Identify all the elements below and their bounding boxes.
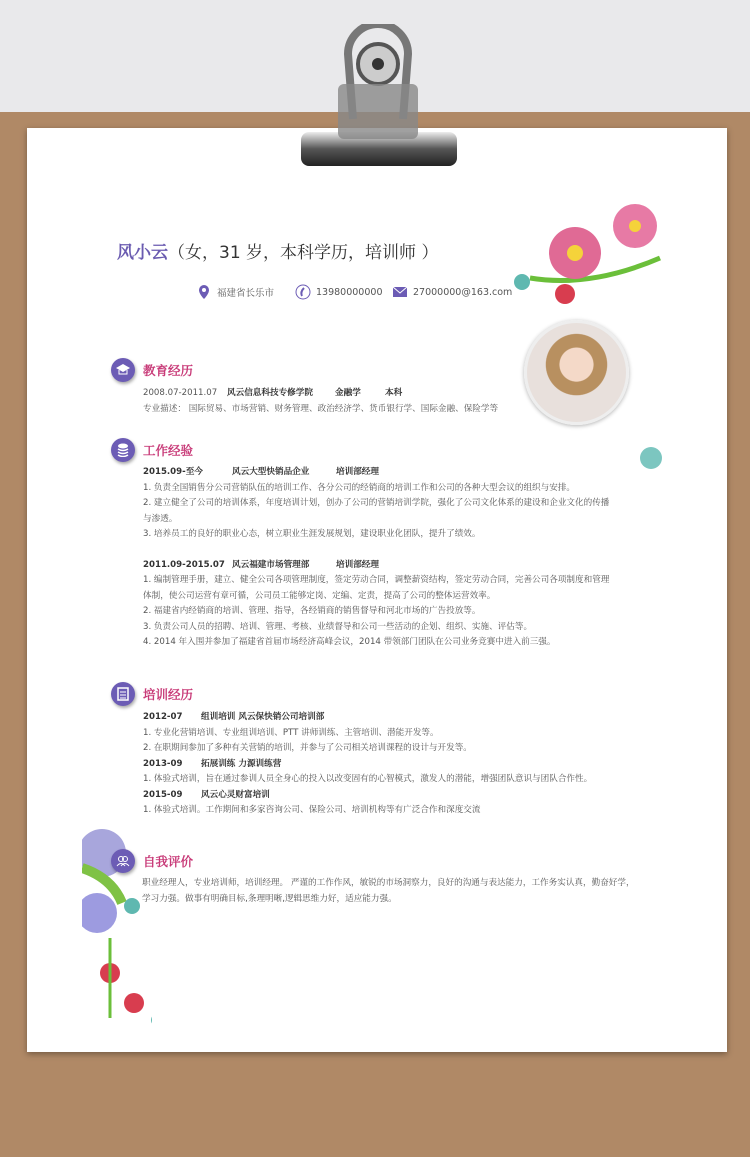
training-list (143, 710, 592, 819)
section-title: 教育经历 (143, 363, 194, 378)
section-title: 自我评价 (143, 854, 194, 869)
candidate-name: 风小云 (117, 243, 168, 263)
users-icon (111, 849, 135, 873)
self-evaluation-line: 职业经理人，专业培训师，培训经理。 严谨的工作作风，敏锐的市场洞察力，良好的沟通与表达能力，工作务实认真，勤奋好学， (142, 878, 635, 888)
database-icon (111, 438, 135, 462)
section-self-header (111, 849, 193, 873)
email-text: 27000000@163.com (413, 286, 513, 298)
training-name: 组训培训 风云保快销公司培训部 (201, 712, 325, 722)
work-list (143, 465, 609, 651)
job-header (143, 465, 609, 481)
training-name: 风云心灵财富培训 (201, 789, 270, 800)
avatar (524, 320, 629, 425)
section-training-header (111, 682, 193, 706)
education-row (143, 386, 402, 402)
job-item: 2. 福建省内经销商的培训、管理、指导，各经销商的销售督导和河北市场的广告投放等。 (143, 606, 481, 616)
phone (295, 284, 383, 300)
job-company: 风云福建市场管理部 (232, 559, 310, 570)
job-item: 与渗透。 (143, 513, 178, 524)
education-degree: 本科 (385, 388, 403, 398)
training-item: 1. 体验式培训，旨在通过参训人员全身心的投入以改变固有的心智模式，激发人的潜能，增强团队意识与团队合作性。 (143, 774, 593, 784)
job-item: 2. 建立健全了公司的培训体系，年度培训计划，创办了公司的营销培训学院，强化了公司文化体系的建设和企业文化的传播 (143, 498, 610, 508)
page-title (117, 238, 438, 263)
training-date: 2012-07 (143, 712, 183, 722)
section-title: 培训经历 (143, 687, 194, 702)
job-item: 3. 负责公司人员的招聘、培训、管理、考核、业绩督导和公司一些活动的企划、组织、实施、评估等。 (143, 621, 533, 632)
training-item: 1. 体验式培训。工作期间和多家咨询公司、保险公司、培训机构等有广泛合作和深度交流 (143, 805, 481, 815)
phone-text: 13980000000 (316, 286, 383, 298)
training-header (143, 710, 592, 726)
job-company: 风云大型快销品企业 (232, 467, 310, 477)
training-date: 2013-09 (143, 758, 183, 769)
candidate-info: （女，31 岁，本科学历，培训师 ） (168, 243, 439, 263)
email (392, 284, 512, 300)
binder-clip-icon (298, 24, 460, 170)
job-period: 2011.09-2015.07 (143, 559, 225, 570)
job-item: 3. 培养员工的良好的职业心态，树立职业生涯发展规划，建设职业化团队，提升了绩效。 (143, 529, 481, 539)
education-description: 专业描述： 国际贸易、市场营销、财务管理、政治经济学、货币银行学、国际金融、保险学等 (143, 404, 499, 414)
self-evaluation-line: 学习力强。做事有明确目标,条理明晰,逻辑思维力好，适应能力强。 (142, 893, 397, 904)
job-header (143, 558, 609, 574)
location (196, 284, 274, 300)
job-position: 培训部经理 (336, 559, 379, 570)
flower-decoration-icon (510, 198, 670, 308)
education-school: 风云信息科技专修学院 (227, 388, 313, 398)
section-education-header (111, 358, 193, 382)
section-title: 工作经验 (143, 443, 194, 458)
training-item: 1. 专业化营销培训、专业组训培训、PTT 讲师训练、主管培训、潜能开发等。 (143, 727, 439, 738)
mail-icon (392, 284, 408, 300)
location-pin-icon (196, 284, 212, 300)
training-header (143, 788, 592, 804)
snowflake-icon (640, 447, 662, 469)
clipboard-icon (111, 682, 135, 706)
job-item: 4. 2014 年入围并参加了福建省首届市场经济高峰会议，2014 带领部门团队在公司业务竞赛中进入前三强。 (143, 637, 556, 647)
job-item: 1. 负责全国销售分公司营销队伍的培训工作、各分公司的经销商的培训工作和公司的各种大型会议的组织与安排。 (143, 482, 576, 493)
job-position: 培训部经理 (336, 467, 379, 477)
job-item: 1. 编制管理手册，建立、健全公司各项管理制度，签定劳动合同，调整薪资结构，签定劳动合同，完善公司各项制度和管理 (143, 575, 610, 585)
section-work-header (111, 438, 193, 462)
training-header (143, 757, 592, 773)
phone-icon (295, 284, 311, 300)
graduation-cap-icon (111, 358, 135, 382)
education-major: 金融学 (335, 388, 361, 398)
education-period: 2008.07-2011.07 (143, 388, 218, 398)
job-item: 体制，使公司运营有章可循，公司员工能够定岗、定编、定责，提高了公司的整体运营效率。 (143, 590, 496, 601)
training-item: 2. 在职期间参加了多种有关营销的培训，并参与了公司相关培训课程的设计与开发等。 (143, 743, 472, 753)
self-evaluation (142, 876, 635, 907)
training-date: 2015-09 (143, 789, 183, 800)
location-text: 福建省长乐市 (217, 288, 275, 299)
training-name: 拓展训练 力源训练营 (201, 758, 282, 769)
job-period: 2015.09-至今 (143, 467, 203, 477)
